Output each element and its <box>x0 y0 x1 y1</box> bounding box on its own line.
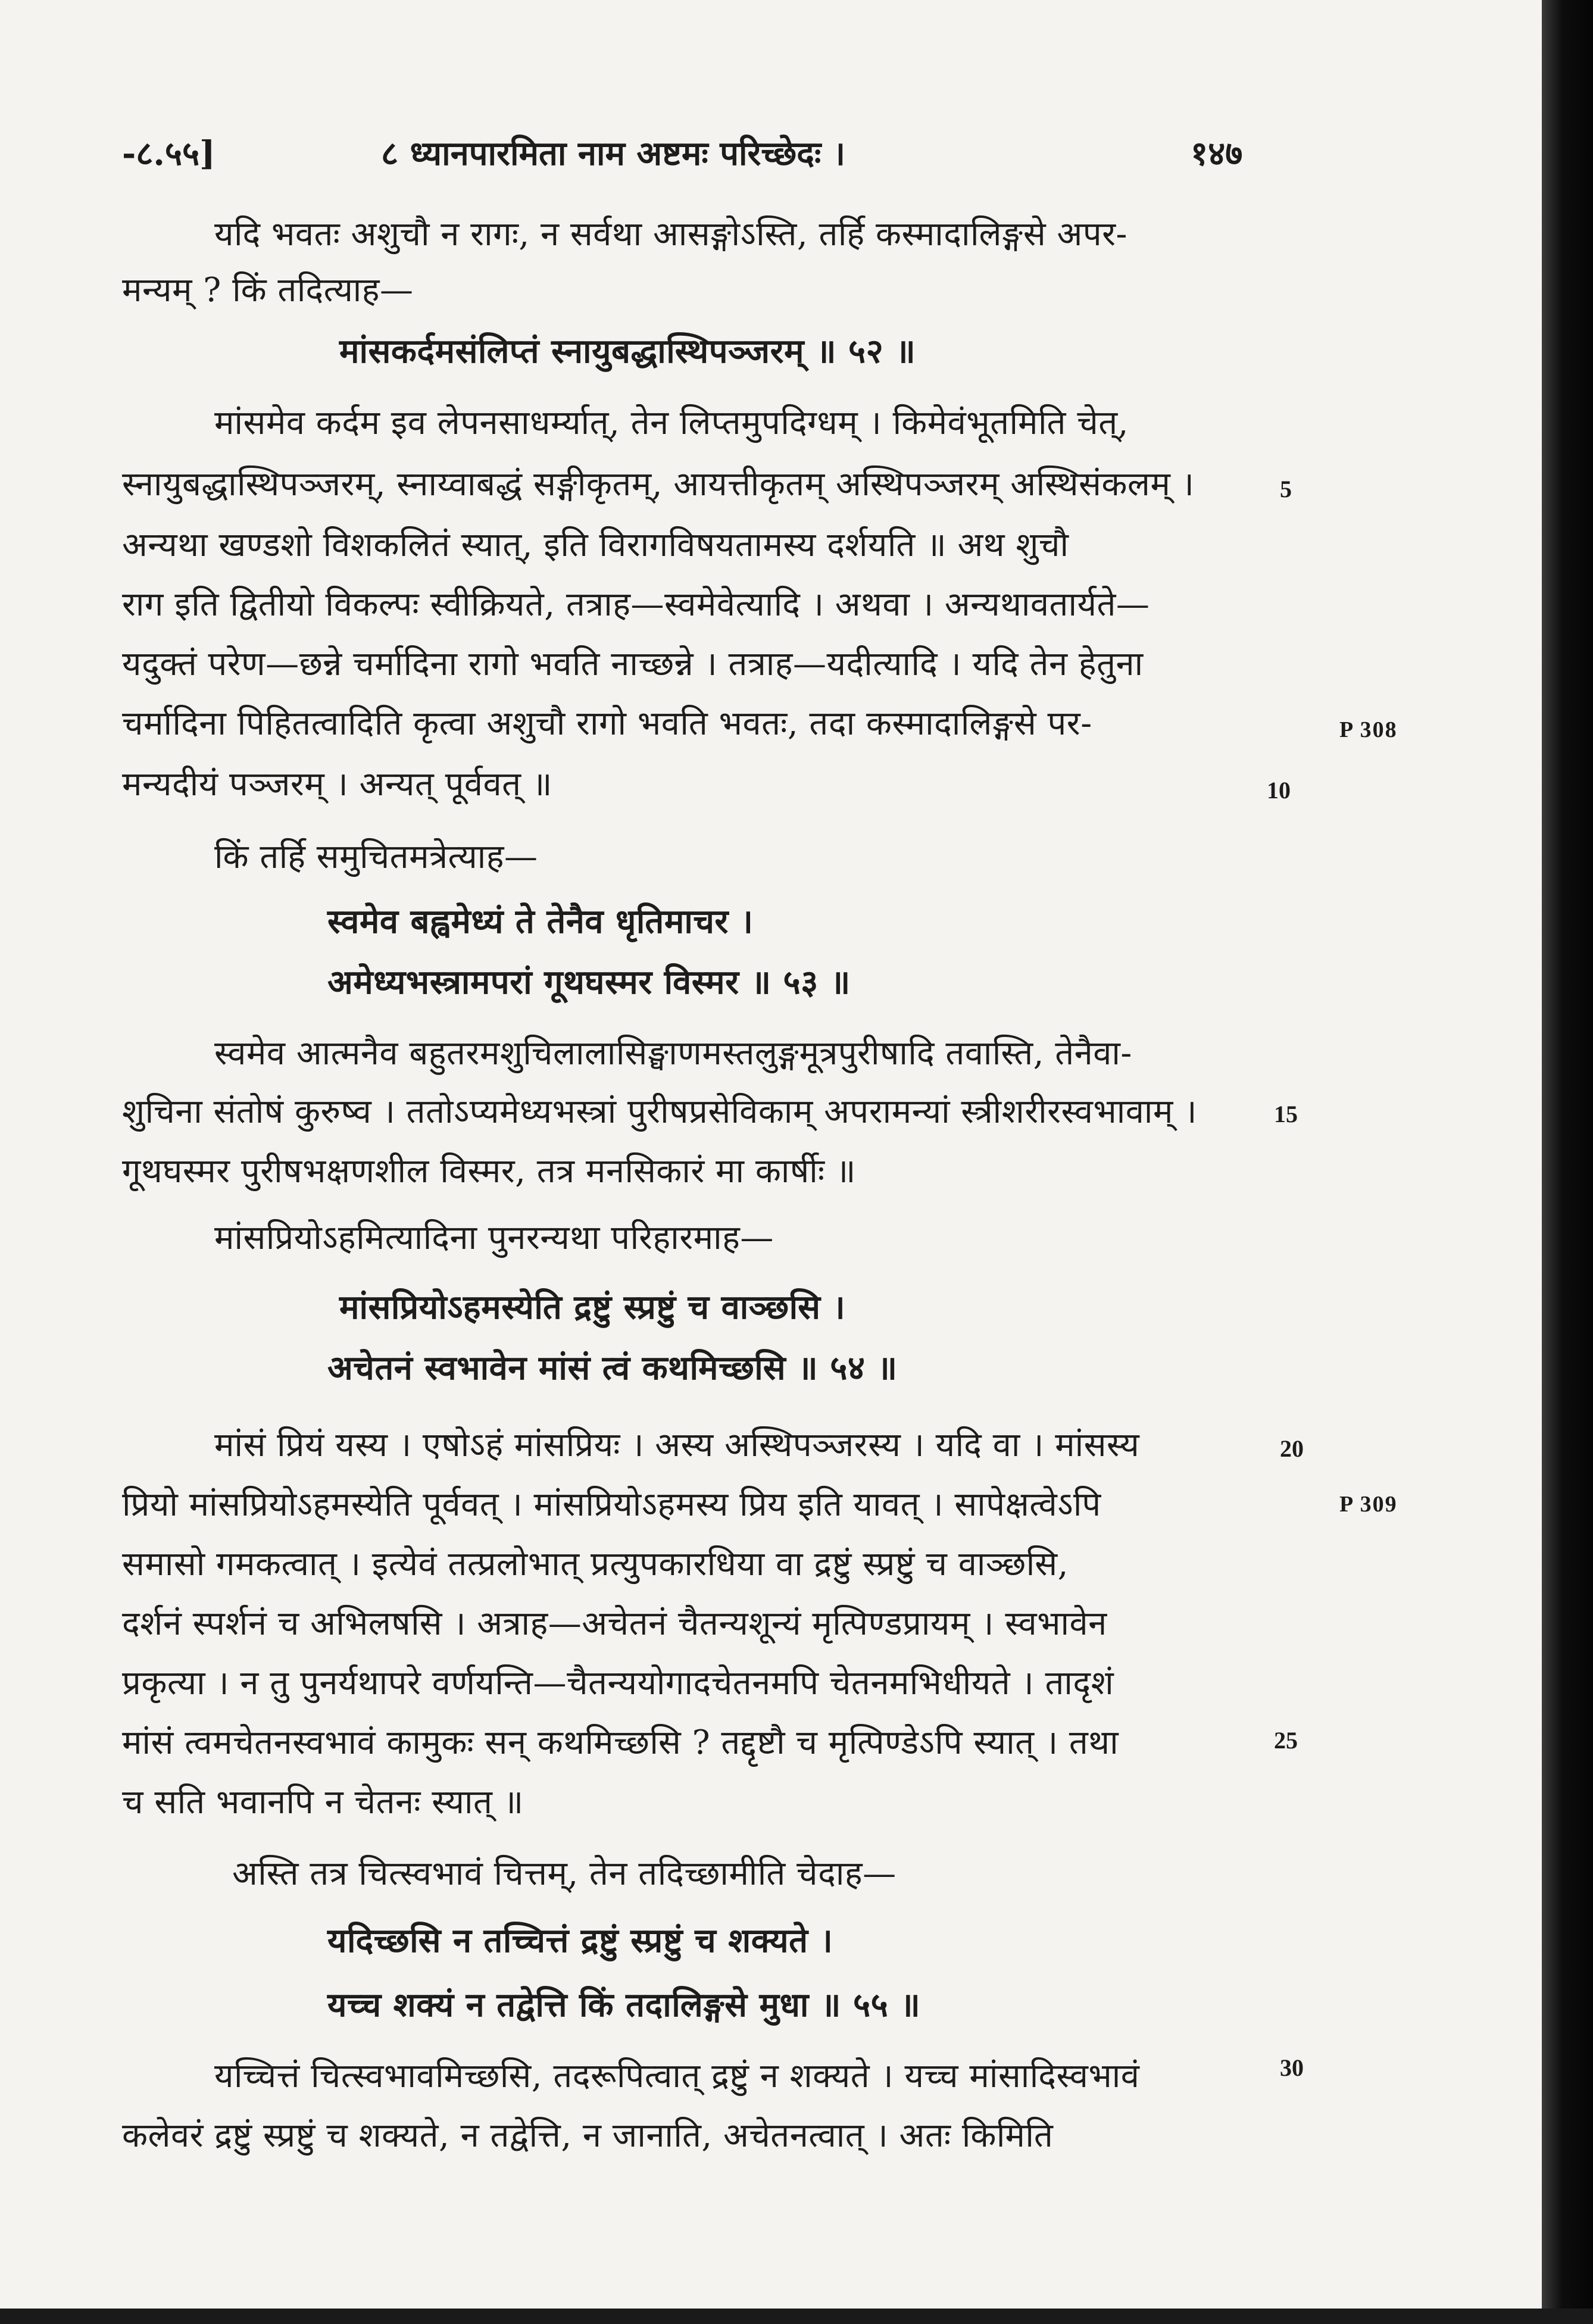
header-chapter-title: ८ ध्यानपारमिता नाम अष्टमः परिच्छेदः । <box>381 134 846 173</box>
page-reference: P 309 <box>1339 1492 1398 1517</box>
line-number: 15 <box>1274 1101 1298 1127</box>
text-line: यदुक्तं परेण—छन्ने चर्मादिना रागो भवति नाच्छन्ने । तत्राह—यदीत्यादि । यदि तेन हेतुना <box>122 645 1144 683</box>
line-number: 5 <box>1280 476 1292 502</box>
scan-edge-bottom <box>0 2309 1593 2324</box>
text-line: यदि भवतः अशुचौ न रागः, न सर्वथा आसङ्गोऽस्ति, तर्हि कस्मादालिङ्गसे अपर- <box>214 215 1127 254</box>
text-line: समासो गमकत्वात् । इत्येवं तत्प्रलोभात् प्रत्युपकारधिया वा द्रष्टुं स्प्रष्टुं च वाञ्छसि, <box>122 1545 1069 1583</box>
text-line: मांसं त्वमचेतनस्वभावं कामुकः सन् कथमिच्छसि ? तद्दृष्टौ च मृत्पिण्डेऽपि स्यात् । तथा <box>122 1723 1119 1762</box>
text-line: स्नायुबद्धास्थिपञ्जरम्, स्नाय्वाबद्धं सङ्गीकृतम्, आयत्तीकृतम् अस्थिपञ्जरम् अस्थिसंकलम् । <box>122 465 1195 504</box>
verse-line: यदिच्छसि न तच्चित्तं द्रष्टुं स्प्रष्टुं च शक्यते । <box>327 1921 833 1960</box>
text-line: मांसं प्रियं यस्य । एषोऽहं मांसप्रियः । अस्य अस्थिपञ्जरस्य । यदि वा । मांसस्य <box>214 1426 1140 1464</box>
text-line: मांसप्रियोऽहमित्यादिना पुनरन्यथा परिहारमाह— <box>214 1219 774 1257</box>
text-line: च सति भवानपि न चेतनः स्यात् ॥ <box>122 1783 524 1822</box>
verse-line: मांसप्रियोऽहमस्येति द्रष्टुं स्प्रष्टुं च वाञ्छसि । <box>339 1288 846 1327</box>
text-line: मांसमेव कर्दम इव लेपनसाधर्म्यात्, तेन लिप्तमुपदिग्धम् । किमेवंभूतमिति चेत्, <box>214 404 1129 442</box>
verse-line: मांसकर्दमसंलिप्तं स्नायुबद्धास्थिपञ्जरम् ॥ ५२ ॥ <box>339 332 916 371</box>
text-line: मन्यम् ? किं तदित्याह— <box>122 271 414 310</box>
text-line: स्वमेव आत्मनैव बहुतरमशुचिलालासिङ्घाणमस्तलुङ्गमूत्रपुरीषादि तवास्ति, तेनैवा- <box>214 1034 1132 1073</box>
text-line: गूथघस्मर पुरीषभक्षणशील विस्मर, तत्र मनसिकारं मा कार्षीः ॥ <box>122 1152 856 1191</box>
text-line: राग इति द्वितीयो विकल्पः स्वीक्रियते, तत्राह—स्वमेवेत्यादि । अथवा । अन्यथावतार्यते— <box>122 585 1150 624</box>
verse-line: अमेध्यभस्त्रामपरां गूथघस्मर विस्मर ॥ ५३ ॥ <box>327 963 851 1002</box>
line-number: 30 <box>1280 2054 1304 2081</box>
header-page-number: १४७ <box>1191 134 1243 173</box>
line-number: 25 <box>1274 1727 1298 1754</box>
text-line: कलेवरं द्रष्टुं स्प्रष्टुं च शक्यते, न तद्वेत्ति, न जानाति, अचेतनत्वात् । अतः किमिति <box>122 2116 1054 2155</box>
text-line: यच्चित्तं चित्स्वभावमिच्छसि, तदरूपित्वात् द्रष्टुं न शक्यते । यच्च मांसादिस्वभावं <box>214 2057 1140 2095</box>
text-line: अस्ति तत्र चित्स्वभावं चित्तम्, तेन तदिच्छामीति चेदाह— <box>232 1854 897 1893</box>
header-verse-range: -८.५५] <box>122 134 215 173</box>
verse-line: यच्च शक्यं न तद्वेत्ति किं तदालिङ्गसे मुधा ॥ ५५ ॥ <box>327 1985 921 2025</box>
text-line: प्रियो मांसप्रियोऽहमस्येति पूर्ववत् । मांसप्रियोऽहमस्य प्रिय इति यावत् । सापेक्षत्वेऽपि <box>122 1485 1101 1524</box>
text-line: दर्शनं स्पर्शनं च अभिलषसि । अत्राह—अचेतनं चैतन्यशून्यं मृत्पिण्डप्रायम् । स्वभावेन <box>122 1604 1107 1643</box>
text-line: किं तर्हि समुचितमत्रेत्याह— <box>214 838 538 876</box>
line-number: 20 <box>1280 1435 1304 1462</box>
page-reference: P 308 <box>1339 717 1398 742</box>
verse-line: अचेतनं स्वभावेन मांसं त्वं कथमिच्छसि ॥ ५४ ॥ <box>327 1348 898 1388</box>
text-line: मन्यदीयं पञ्जरम् । अन्यत् पूर्ववत् ॥ <box>122 765 552 804</box>
scan-edge-right <box>1542 0 1593 2324</box>
text-line: चर्मादिना पिहितत्वादिति कृत्वा अशुचौ रागो भवति भवतः, तदा कस्मादालिङ्गसे पर- <box>122 704 1092 743</box>
text-line: अन्यथा खण्डशो विशकलितं स्यात्, इति विरागविषयतामस्य दर्शयति ॥ अथ शुचौ <box>122 526 1069 564</box>
line-number: 10 <box>1267 777 1291 804</box>
text-line: प्रकृत्या । न तु पुनर्यथापरे वर्णयन्ति—चैतन्ययोगादचेतनमपि चेतनमभिधीयते । तादृशं <box>122 1664 1114 1703</box>
text-line: शुचिना संतोषं कुरुष्व । ततोऽप्यमेध्यभस्त्रां पुरीषप्रसेविकाम् अपरामन्यां स्त्रीशरीरस्वभावाम् । <box>122 1092 1197 1131</box>
verse-line: स्वमेव बह्वमेध्यं ते तेनैव धृतिमाचर । <box>327 902 754 941</box>
